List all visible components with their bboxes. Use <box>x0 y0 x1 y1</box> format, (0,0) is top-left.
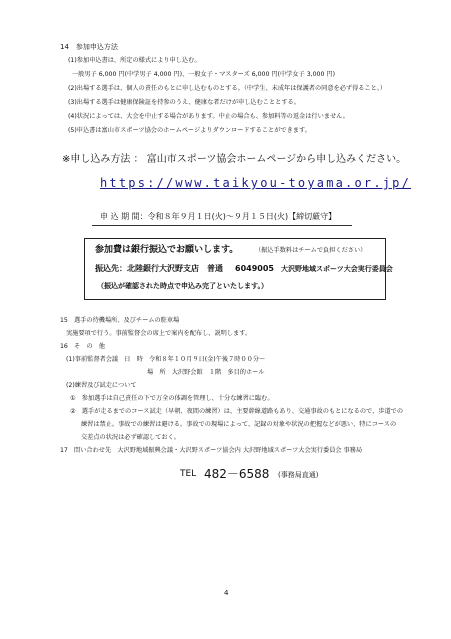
practice-note-2b: 練習は禁止。事故での練習は避ける。事故での現場によって、記録の対象や状況の把握などが悪い、特にコースの <box>81 421 397 428</box>
s14-item-2: (2)出場する選手は、個人の責任のもとに申し込むものとする。（中学生、未成年は保護者の同意を必ず得ること。） <box>68 85 387 92</box>
practice-note-title: (2)練習及び試走について <box>66 382 137 389</box>
practice-note-2a: ② 選手が走るまでのコース試走（早朝、夜間の練習）は、主要幹線道路もあり、交通事故のもとになるので、歩道での <box>70 408 404 415</box>
section-14-title: 14 参加申込方法 <box>60 43 118 51</box>
s14-item-3: (3)出場する選手は健康保険証を持参のうえ、健康な者だけが申し込むこととする。 <box>68 99 300 106</box>
association-url-link[interactable]: https://www.taikyou-toyama.or.jp/ <box>100 176 412 190</box>
application-method-notice: ※申し込み方法 ： 富山市スポーツ協会ホームページから申し込みください。 <box>62 154 407 165</box>
page-number: 4 <box>224 589 229 597</box>
s14-item-4: (4)状況によっては、大会を中止する場合があります。中止の場合も、参加料等の返金は行いません。 <box>68 113 349 120</box>
application-period: 申 込 期 間：令和８年９月１日(火)〜９月１５日(火)【締切厳守】 <box>100 212 337 221</box>
tel-number: 482－6588 <box>204 467 270 481</box>
fee-box <box>84 238 393 300</box>
fee-box-heading: 参加費は銀行振込でお願いします。 <box>95 245 239 255</box>
bank-transfer-destination: 振込先：北陸銀行大沢野支店 普通 <box>95 264 223 273</box>
practice-note-1: ① 参加選手は自己責任の下で万全の体調を管理し、十分な練習に臨む。 <box>70 395 274 402</box>
meeting-datetime: (1)事前監督者会議 日 時 令和８年１０月９日(金)午後７時００分〜 <box>66 356 266 363</box>
section-15-title: 15 選手の待機場所、及びチームの駐車場 <box>60 317 180 324</box>
period-underline <box>92 225 352 226</box>
section-15-body: 実施要項で行う。事前監督会の席上で案内を配布し、説明します。 <box>66 330 252 337</box>
meeting-venue: 場 所 大沢野会館 １階 多目的ホール <box>147 369 265 376</box>
fee-box-confirmation: （振込が確認された時点で申込み完了といたします。） <box>97 282 268 290</box>
s14-fee-line: 一般男子 6,000 円(中学男子 4,000 円)、一般女子・マスターズ 6,000 円(中学女子 3,000 円) <box>72 71 335 78</box>
tel-label: TEL <box>180 469 197 479</box>
s14-item-5: (5)申込書は富山市スポーツ協会のホームページよりダウンロードすることができます。 <box>68 127 311 134</box>
tel-note: (事務局直通) <box>278 471 319 479</box>
bank-account-number: 6049005 <box>235 264 274 273</box>
section-17-contact: 17 問い合わせ先 大沢野地域振興会議・大沢野スポーツ協会内 大沢野地域スポーツ大会実行委員会 事務局 <box>60 447 363 454</box>
bank-account-name: 大沢野地域スポーツ大会実行委員会 <box>281 265 393 273</box>
s14-item-1: (1)参加申込書は、所定の様式により申し込む。 <box>68 57 201 64</box>
fee-box-heading-note: （振込手数料はチームで負担ください） <box>255 247 367 254</box>
practice-note-2c: 交差点の状況は必ず確認しておく。 <box>81 434 180 441</box>
section-16-title: 16 そ の 他 <box>60 343 105 350</box>
